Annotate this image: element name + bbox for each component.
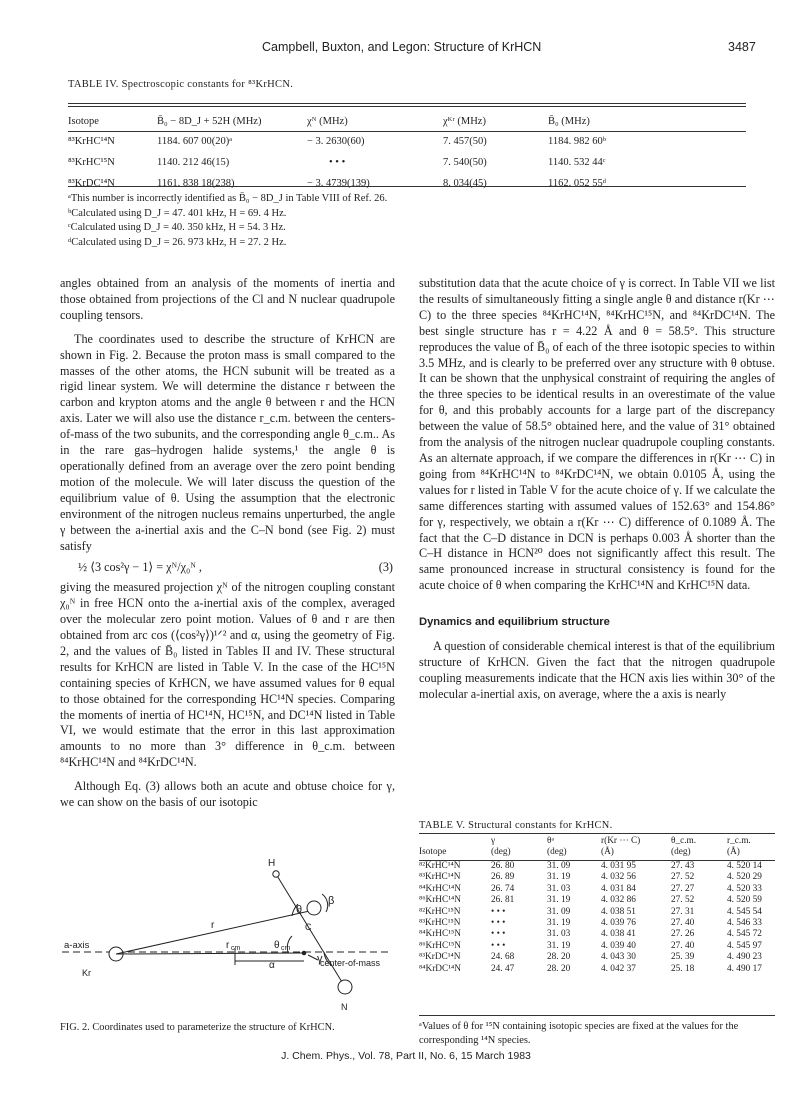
paragraph: angles obtained from an analysis of the moments of inertia and those obtained from projections of the Cl and N nuclear quadrupole coupling tensors. [60, 276, 395, 322]
rcm-sub: cm [231, 945, 241, 952]
table5-cell: • • • [491, 929, 506, 940]
table5-cell: 31. 19 [547, 918, 571, 929]
table4 [68, 111, 746, 194]
paragraph: The coordinates used to describe the structure of KrHCN are shown in Fig. 2. Because the proton mass is small compared to the masses of the other atoms, the HCN subunit will be treated as a rigid linear system. We will determine the distance r between the carbon and krypton atoms and the angle θ between r and the HCN axis. Later we will also use the distance r_c.m. between the centers-of-mass of the two subunits, and the corresponding angle θ_c.m.. As in the rare gas–hydrogen halide systems,¹ the angle θ is operationally defined from an average over the zero point bending motion of the molecule. We will later discuss the question of the equilibrium value of θ. Using the assumption that the electronic environment of the nitrogen nucleus remains unperturbed, the angle γ between the a-inertial axis and the C–N bond (see Fig. 2) must satisfy [60, 331, 395, 553]
table5-cell: 4. 545 97 [727, 940, 762, 951]
table5-cell: ⁸⁶KrHC¹⁵N [419, 940, 461, 951]
table5-cell: 4. 545 54 [727, 906, 762, 917]
rcm-line [116, 953, 304, 954]
running-title: Campbell, Buxton, and Legon: Structure of KrHCN [262, 40, 542, 54]
table5-bottom-rule [419, 1015, 775, 1016]
table4-top-rule [68, 103, 746, 104]
table5-cell: • • • [491, 918, 506, 929]
paragraph: Although Eq. (3) allows both an acute and obtuse choice for γ, we can show on the basis of our isotopic [60, 779, 395, 810]
table5-cell: • • • [491, 906, 506, 917]
table5-cell: 26. 81 [491, 895, 515, 906]
table4-footnote: ᶜCalculated using D_J = 40. 350 kHz, H = 54. 3 Hz. [68, 222, 286, 234]
table5-row [419, 964, 775, 975]
table4-cell: 7. 540(50) [443, 157, 487, 168]
table5-cell: 27. 52 [671, 895, 695, 906]
table4-footnote: ᵃThis number is incorrectly identified as B̄₀ − 8D_J in Table VIII of Ref. 26. [68, 193, 388, 204]
table5-row [419, 872, 775, 883]
table5-cell: 27. 40 [671, 940, 695, 951]
center-of-mass-label: center-of-mass [320, 958, 381, 968]
table5-cell: 31. 19 [547, 872, 571, 883]
table5-cell: 4. 039 40 [601, 940, 636, 951]
table5-header-cell: (deg) [671, 846, 691, 857]
table5-cell: 4. 038 41 [601, 929, 636, 940]
a-axis-label: a-axis [64, 940, 90, 951]
theta-label: θ [296, 904, 303, 916]
table5-cell: 4. 520 33 [727, 883, 762, 894]
n-label: N [341, 1002, 348, 1012]
table5-header-cell: γ [491, 836, 496, 846]
table5-cell: 25. 39 [671, 952, 695, 963]
table5-header-cell: (deg) [491, 846, 511, 857]
table5-header-cell [419, 836, 491, 847]
table4-header-cell: B̄₀ − 8D_J + 52H (MHz) [157, 115, 262, 127]
table5-row [419, 895, 775, 906]
beta-arc [322, 894, 328, 912]
table4-cell: − 3. 2630(60) [307, 136, 365, 147]
gamma-label: γ [317, 953, 323, 965]
table5-cell: 31. 09 [547, 906, 571, 917]
table4-header-row [68, 111, 746, 131]
table5-cell: 27. 26 [671, 929, 695, 940]
table5-cell: ⁸²KrHC¹⁵N [419, 906, 461, 917]
table4-cell: 1184. 982 60ᵇ [548, 136, 606, 147]
table5-cell: 4. 031 84 [601, 883, 636, 894]
thetacm-sub: cm [281, 945, 291, 952]
table5-header-cell: (Å) [601, 846, 614, 857]
table5-row [419, 884, 775, 895]
table4-cell: 8. 034(45) [443, 178, 487, 189]
table5-header-cell: r(Kr ⋯ C) [601, 836, 641, 846]
table4-top-rule-2 [68, 106, 746, 107]
table5-top-rule [419, 833, 775, 834]
table5-cell: ⁸⁴KrHC¹⁴N [419, 883, 461, 894]
table4-cell: − 3. 4739(139) [307, 178, 370, 189]
table5-cell: 4. 032 56 [601, 872, 636, 883]
table5-caption: TABLE V. Structural constants for KrHCN. [419, 820, 613, 831]
table4-row [68, 152, 746, 173]
paragraph: A question of considerable chemical interest is that of the equilibrium structure of KrHCN. Given the fact that the nitrogen quadrupole coupling measurements indicate that the HCN axis lies within 30° of the molecular a-inertial axis, on average, where the a axis is nearly [419, 639, 775, 701]
table5-cell: ⁸⁴KrHC¹⁵N [419, 929, 461, 940]
table5-footnote: ᵃValues of θ for ¹⁵N containing isotopic species are fixed at the values for the corresponding ¹⁴N species. [419, 1021, 739, 1046]
paragraph: substitution data that the acute choice of γ is correct. In Table VII we list the results of simultaneously fitting a single angle θ and distance r(Kr ⋯ C) to the three species ⁸⁴KrHC¹⁴N, ⁸⁴KrHC¹⁵N, and ⁸⁴KrDC¹⁴N. The best single structure has r = 4.22 Å and θ = 58.5°. This structure reproduces the value of B̄₀ of each of the three isotopic species to within 3.5 MHz, and is clearly to be preferred over any structure with θ obtuse. It can be shown that the unphysical constraint of requiring the angles of the three species to be identical results in an overestimate of the value for θ, and this probably accounts for a large part of the discrepancy between the value of 58.5° obtained here, and the value of 31° obtained from the analysis of the nitrogen nuclear quadrupole coupling constants. As an alternate approach, if we compare the differences in r(Kr ⋯ C) in going from ⁸⁴KrHC¹⁴N to ⁸⁴KrDC¹⁴N, we obtain 0.0105 Å, using the values for r listed in Table V for the acute choice of γ. If we calculate the same differences starting with assumed values of 152.63° and 154.86° for γ, respectively, we obtain a r(Kr ⋯ C) difference of 0.1089 Å. The fact that the C–D distance in DCN is perhaps 0.003 Å shorter than the C–H distance in HCN²⁰ does not significantly affect this result. The same pronounced increase in structural consistency is found for the acute choice of θ when comparing the KrHC¹⁴N and KrHC¹⁵N data. [419, 276, 775, 593]
table5-cell: 31. 03 [547, 929, 571, 940]
table5-header-row [419, 847, 775, 858]
table4-header-cell: Isotope [68, 115, 99, 127]
table4-header-rule [68, 131, 746, 132]
table4-footnote: ᵇCalculated using D_J = 47. 401 kHz, H = 69. 4 Hz. [68, 207, 287, 219]
table5-cell: ⁸³KrHC¹⁴N [419, 872, 461, 883]
equation-3 [60, 560, 395, 576]
table4-cell: • • • [329, 157, 346, 168]
table5-cell: ⁸³KrDC¹⁴N [419, 952, 461, 963]
table5-cell: 4. 032 86 [601, 895, 636, 906]
c-atom [307, 901, 321, 915]
table5-cell: 24. 47 [491, 963, 515, 974]
table5-cell: ⁸³KrHC¹⁵N [419, 918, 461, 929]
alpha-label: α [269, 960, 275, 971]
table5-cell: ⁸²KrHC¹⁴N [419, 861, 461, 871]
table5-cell: 4. 520 14 [727, 861, 762, 871]
table4-cell: 1184. 607 00(20)ᵃ [157, 136, 233, 147]
table5-cell: 26. 80 [491, 861, 515, 871]
table4-cell: 1161. 838 18(238) [157, 178, 235, 189]
figure-2-caption: FIG. 2. Coordinates used to parameterize the structure of KrHCN. [60, 1022, 335, 1033]
table5-cell: ⁸⁴KrDC¹⁴N [419, 963, 461, 974]
table5-cell: 4. 038 51 [601, 906, 636, 917]
table4-cell: 7. 457(50) [443, 136, 487, 147]
table5-cell: 4. 490 17 [727, 963, 762, 974]
table5-header-cell: (deg) [547, 846, 567, 857]
table5-cell: 4. 546 33 [727, 918, 762, 929]
table5 [419, 836, 775, 975]
section-heading: Dynamics and equilibrium structure [419, 616, 610, 629]
thetacm-label: θ [274, 940, 280, 951]
right-column [419, 276, 775, 703]
table5-cell: 25. 18 [671, 963, 695, 974]
paragraph: giving the measured projection χᴺ of the nitrogen coupling constant χ₀ᴺ in free HCN onto the a-inertial axis of the complex, averaged over the molecular zero point motion. Values of θ and r are then obtained from arc cos (⟨cos²γ⟩)¹ᐟ² and α, using the geometry of Fig. 2, and the values of B̄₀ listed in Tables II and IV. These structural results for KrHCN are listed in Table V. In the case of the HC¹⁵N containing species of KrHCN, we have assumed values for θ equal to those obtained for the corresponding HC¹⁴N species. Comparing the moments of inertia of HC¹⁴N, HC¹⁵N, and DC¹⁴N listed in Table VI, we would estimate that the error in this last approximation amounts to no more than 3° difference in θ_c.m. between ⁸⁴KrHC¹⁴N and ⁸⁴KrDC¹⁴N. [60, 580, 395, 770]
table4-cell: ⁸³KrHC¹⁵N [68, 157, 115, 168]
table4-caption: TABLE IV. Spectroscopic constants for ⁸³KrHCN. [68, 79, 294, 90]
table5-cell: ⁸⁶KrHC¹⁴N [419, 895, 461, 906]
equation-number: (3) [378, 560, 393, 575]
table5-cell: 4. 490 23 [727, 952, 762, 963]
table5-cell: 27. 27 [671, 883, 695, 894]
table5-cell: 27. 43 [671, 861, 695, 871]
r-label: r [211, 920, 215, 931]
table5-header-cell: r_c.m. [727, 836, 751, 846]
table5-header-cell: θ_c.m. [671, 836, 697, 846]
table4-header-cell: χᴺ (MHz) [307, 115, 348, 127]
table5-cell: 26. 74 [491, 883, 515, 894]
table5-row [419, 907, 775, 918]
table5-cell: 4. 545 72 [727, 929, 762, 940]
page-number: 3487 [728, 40, 756, 54]
table5-cell: 4. 039 76 [601, 918, 636, 929]
table5-cell: 31. 09 [547, 861, 571, 871]
table5-header-cell: θᵃ [547, 836, 554, 846]
table5-row [419, 941, 775, 952]
beta-label: β [328, 895, 335, 907]
journal-footer: J. Chem. Phys., Vol. 78, Part II, No. 6, 15 March 1983 [281, 1050, 531, 1062]
table5-header-cell: Isotope [419, 846, 447, 857]
h-atom [273, 871, 279, 877]
n-atom [338, 980, 352, 994]
table5-row [419, 952, 775, 963]
table5-cell: 28. 20 [547, 952, 571, 963]
table5-cell: • • • [491, 940, 506, 951]
table5-cell: 26. 89 [491, 872, 515, 883]
table4-footnote: ᵈCalculated using D_J = 26. 973 kHz, H = 27. 2 Hz. [68, 236, 287, 248]
table4-cell: 1140. 532 44ᶜ [548, 157, 606, 168]
table5-row [419, 918, 775, 929]
kr-label: Kr [82, 968, 91, 978]
table5-cell: 27. 31 [671, 906, 695, 917]
table5-row [419, 861, 775, 873]
table4-row [68, 173, 746, 194]
table4-header-cell: χᴷʳ (MHz) [443, 115, 486, 127]
table4-cell: 1162. 052 55ᵈ [548, 178, 607, 189]
table5-row [419, 929, 775, 940]
table5-cell: 28. 20 [547, 963, 571, 974]
table5-cell: 4. 520 29 [727, 872, 762, 883]
table4-bottom-rule [68, 186, 746, 187]
table5-cell: 4. 031 95 [601, 861, 636, 871]
table4-row [68, 131, 746, 152]
rcm-label: r [226, 940, 230, 951]
table5-cell: 27. 40 [671, 918, 695, 929]
table5-cell: 4. 520 59 [727, 895, 762, 906]
table5-cell: 27. 52 [671, 872, 695, 883]
table5-header-row [419, 836, 775, 847]
table5-cell: 31. 03 [547, 883, 571, 894]
table5-cell: 31. 19 [547, 895, 571, 906]
left-column [60, 276, 395, 811]
table4-cell: 1140. 212 46(15) [157, 157, 230, 168]
table5-cell: 4. 043 30 [601, 952, 636, 963]
table4-header-cell: B̄₀ (MHz) [548, 115, 590, 127]
table5-cell: 31. 19 [547, 940, 571, 951]
table4-cell: ⁸³KrDC¹⁴N [68, 178, 115, 189]
table4-cell: ⁸³KrHC¹⁴N [68, 136, 115, 147]
h-label: H [268, 858, 276, 869]
table5-header-cell: (Å) [727, 846, 740, 857]
table5-cell: 24. 68 [491, 952, 515, 963]
c-label: C [305, 922, 312, 932]
center-of-mass-dot [302, 951, 306, 955]
equation-body: ½ ⟨3 cos²γ − 1⟩ = χᴺ/χ₀ᴺ , [78, 560, 202, 575]
table4-footnotes [68, 192, 387, 250]
table5-cell: 4. 042 37 [601, 963, 636, 974]
figure-2-diagram [60, 838, 395, 1014]
